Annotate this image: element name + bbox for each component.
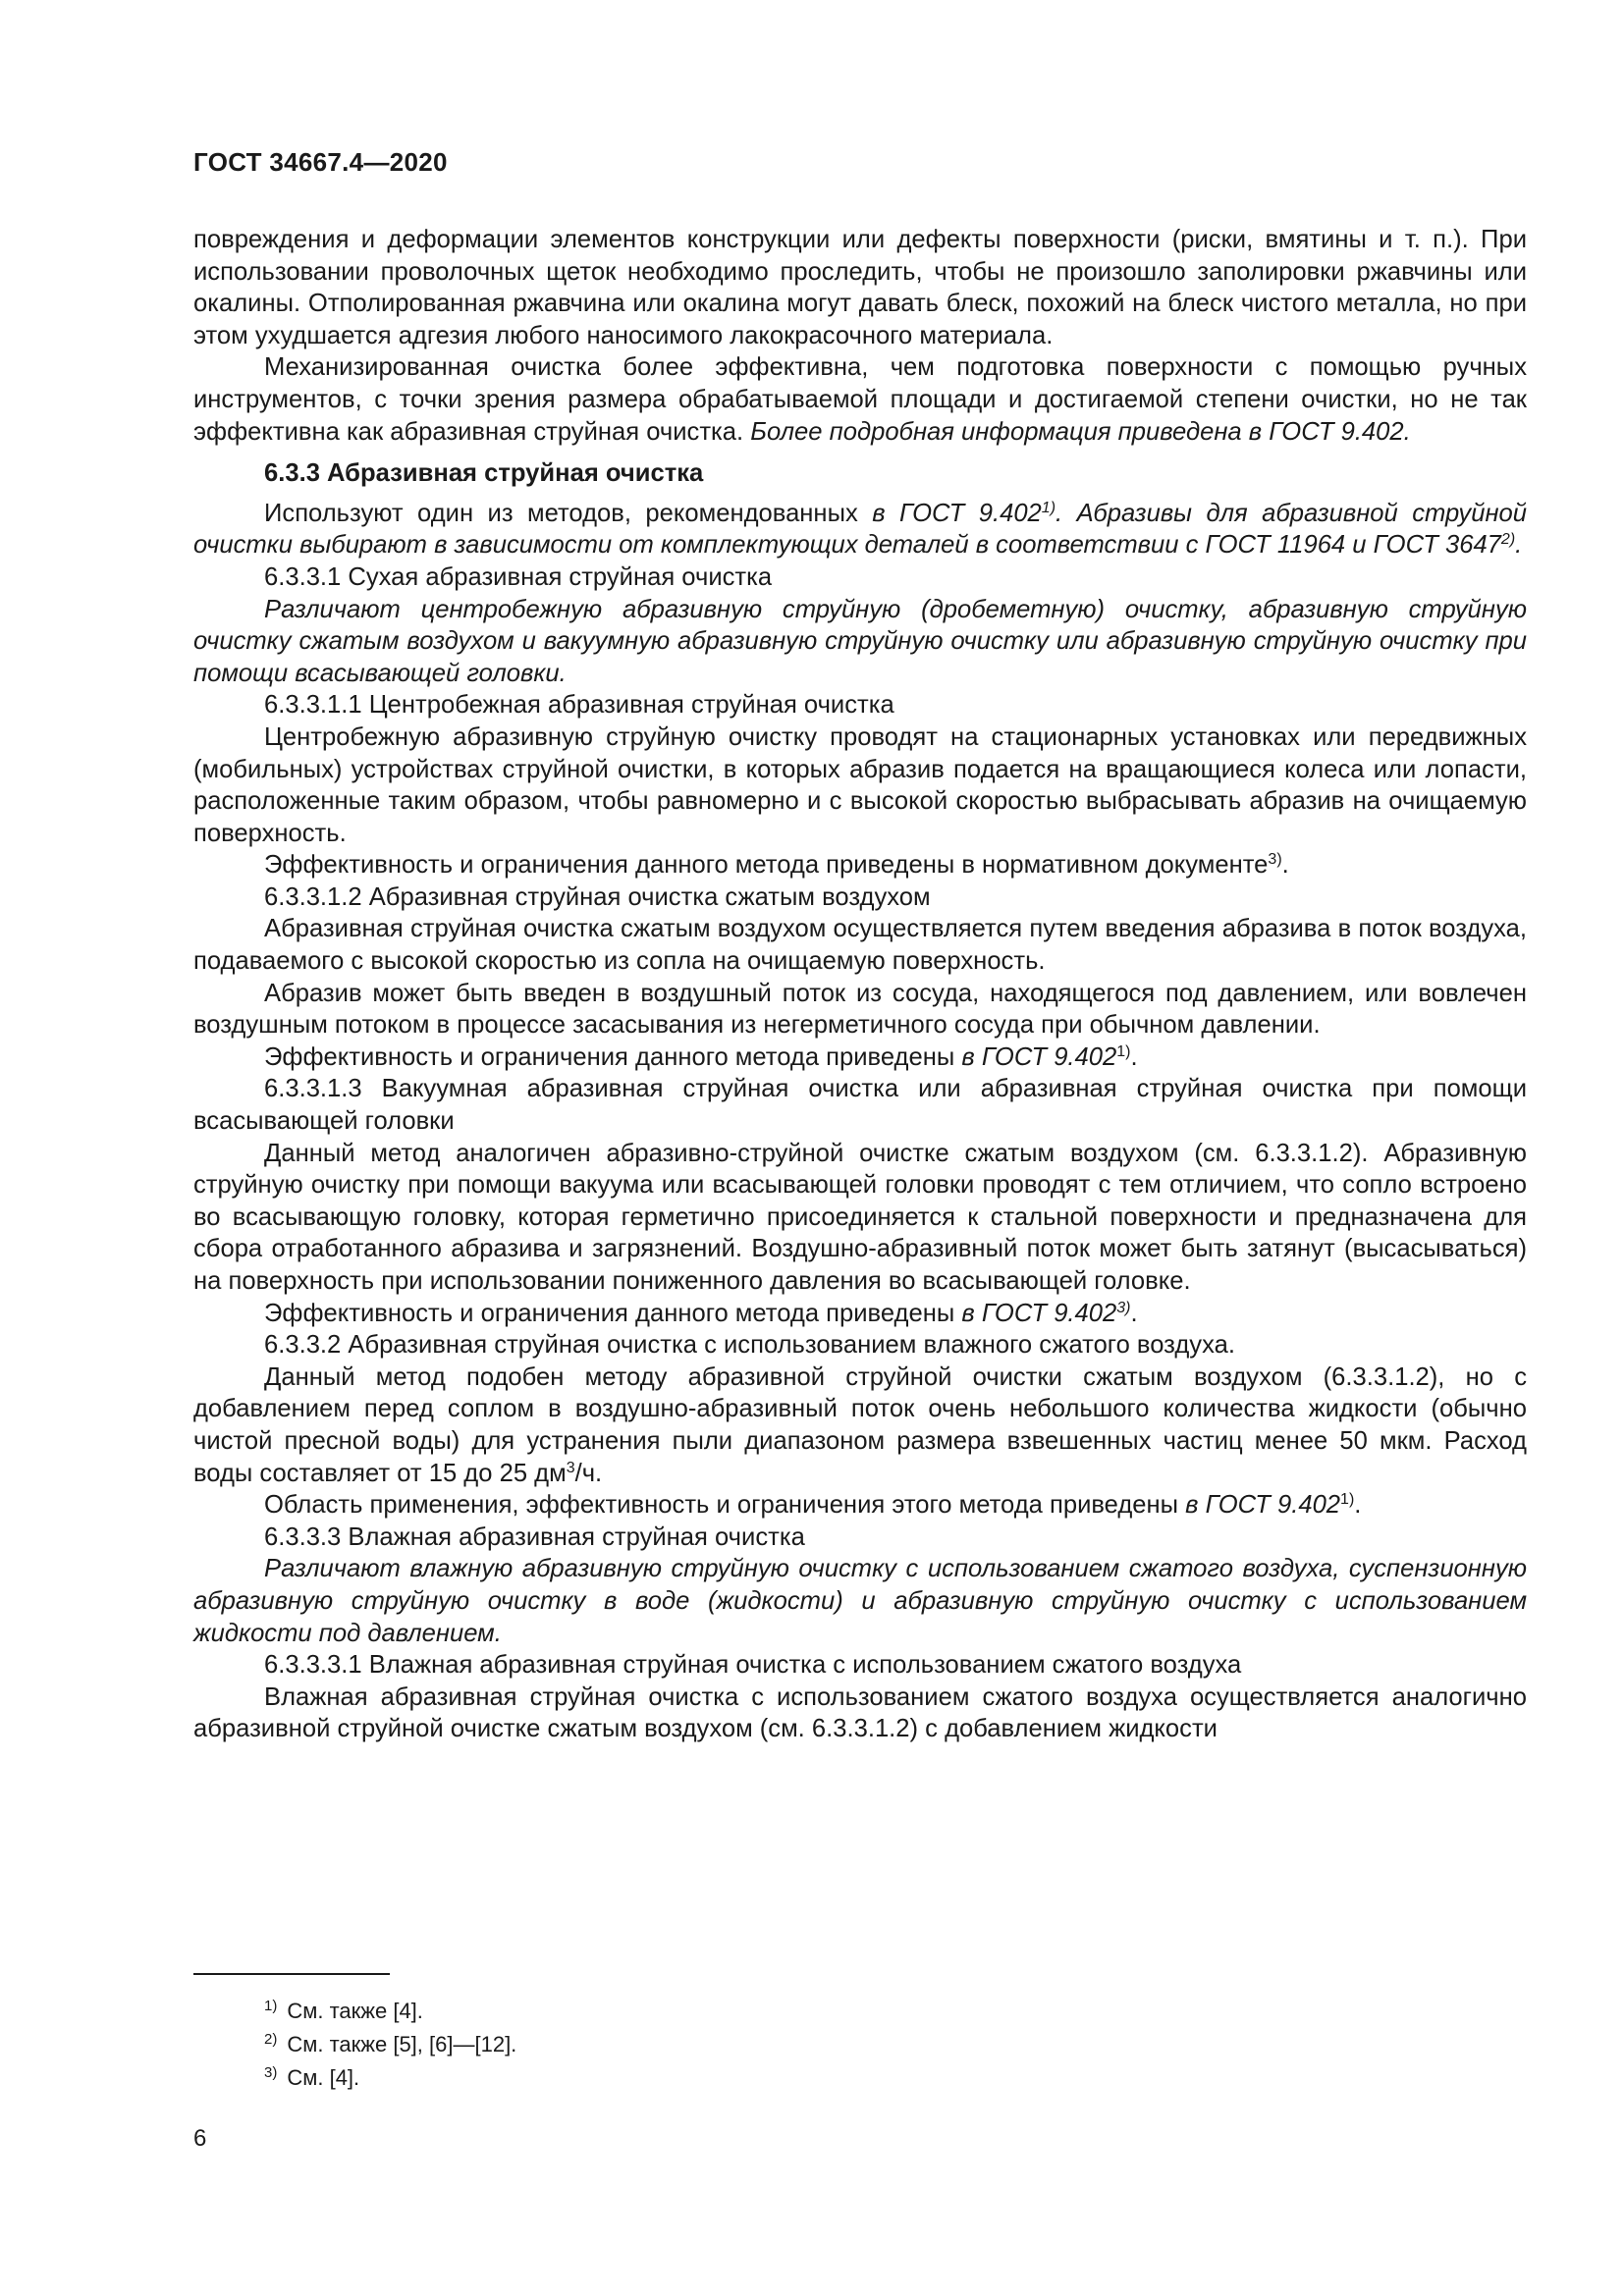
document-body [193, 224, 1527, 1745]
subsection-heading: 6.3.3.1 Сухая абразивная струйная очистка [264, 562, 773, 591]
footnotes [264, 1995, 516, 2095]
paragraph: Данный метод подобен методу абразивной струйной очистки сжатым воздухом (6.3.3.1.2), но с добавлением перед соплом в воздушно-абразивный поток очень небольшого количества жидкости (обычно чистой пресной воды) для устранения пыли диапазоном размера взвешенных частиц менее 50 мкм. Расход воды составляет от 15 до 25 $дм^3/ч$. [193, 1362, 1527, 1487]
subsection-heading: 6.3.3.1.1 Центробежная абразивная струйная очистка [264, 691, 894, 720]
footnote-separator [193, 1973, 390, 1975]
paragraph: Различают влажную абразивную струйную очистку с использованием сжатого воздуха, суспензионную абразивную струйную очистку в воде (жидкости) и абразивную струйную очистку с использованием жидкости под давлением. [193, 1555, 1527, 1647]
paragraph: Различают центробежную абразивную струйную (дробеметную) очистку, абразивную струйную очистку сжатым воздухом и вакуумную абразивную струйную очистку или абразивную струйную очистку при помощи всасывающей головки. [193, 595, 1527, 687]
paragraph: Центробежную абразивную струйную очистку проводят на стационарных установках или передвижных (мобильных) устройствах струйной очистки, в которых абразив подается на вращающиеся колеса или лопасти, расположенные таким образом, чтобы равномерно и с высокой скоростью выбрасывать абразив на очищаемую поверхность. [193, 722, 1527, 847]
paragraph: Используют один из методов, рекомендованных в ГОСТ 9.402$^{1)}$. Абразивы для абразивной струйной очистки выбирают в зависимости от комплектующих деталей в соответствии с ГОСТ 11964 и ГОСТ 3647$^{2)}$. [193, 499, 1527, 560]
paragraph: Эффективность и ограничения данного метода приведены в ГОСТ 9.402$^{3)}$. [264, 1299, 1138, 1327]
document-header: ГОСТ 34667.4—2020 [193, 147, 448, 177]
paragraph: повреждения и деформации элементов конструкции или дефекты поверхности (риски, вмятины и т. п.). При использовании проволочных щеток необходимо проследить, чтобы не произошло заполировки ржавчины или окалины. Отполированная ржавчина или окалина могут давать блеск, похожий на блеск чистого металла, но при этом ухудшается адгезия любого наносимого лакокрасочного материала. [193, 226, 1527, 349]
paragraph: Влажная абразивная струйная очистка с использованием сжатого воздуха осуществляется аналогично абразивной струйной очистке сжатым воздухом (см. 6.3.3.1.2) с добавлением жидкости [193, 1682, 1527, 1743]
subsection-heading: 6.3.3.3 Влажная абразивная струйная очистка [264, 1522, 805, 1551]
paragraph: Абразивная струйная очистка сжатым воздухом осуществляется путем введения абразива в поток воздуха, подаваемого с высокой скоростью из сопла на очищаемую поверхность. [193, 915, 1527, 976]
page-number: 6 [193, 2125, 207, 2152]
footnote: $^{1)}$ См. также [4]. [264, 1998, 423, 2023]
paragraph: Эффективность и ограничения данного метода приведены в нормативном документе$^{3)}$. [264, 851, 1289, 880]
section-heading-6-3-3: 6.3.3 Абразивная струйная очистка [264, 459, 704, 488]
paragraph: Абразив может быть введен в воздушный поток из сосуда, находящегося под давлением, или вовлечен воздушным потоком в процессе засасывания из негерметичного сосуда при обычном давлении. [193, 979, 1527, 1040]
footnote: $^{2)}$ См. также [5], [6]—[12]. [264, 2031, 517, 2056]
subsection-heading: 6.3.3.1.3 Вакуумная абразивная струйная очистка или абразивная струйная очистка при помощи всасывающей головки [193, 1075, 1527, 1136]
paragraph: Эффективность и ограничения данного метода приведены в ГОСТ 9.402$^{1)}$. [264, 1042, 1138, 1071]
subsection-heading: 6.3.3.1.2 Абразивная струйная очистка сжатым воздухом [264, 882, 931, 911]
paragraph: Механизированная очистка более эффективна, чем подготовка поверхности с помощью ручных инструментов, с точки зрения размера обрабатываемой площади и достигаемой степени очистки, но не так эффективна как абразивная струйная очистка. Более подробная информация приведена в ГОСТ 9.402. [193, 353, 1527, 446]
paragraph: Область применения, эффективность и ограничения этого метода приведены в ГОСТ 9.402$^{1)}$. [264, 1491, 1362, 1520]
subsection-heading: 6.3.3.2 Абразивная струйная очистка с использованием влажного сжатого воздуха. [264, 1331, 1235, 1360]
footnote: $^{3)}$ См. [4]. [264, 2064, 360, 2090]
paragraph: Данный метод аналогичен абразивно-струйной очистке сжатым воздухом (см. 6.3.3.1.2). Абразивную струйную очистку при помощи вакуума или всасывающей головки проводят с тем отличием, что сопло встроено во всасывающую головку, которая герметично присоединяется к стальной поверхности и предназначена для сбора отработанного абразива и загрязнений. Воздушно-абразивный поток может быть затянут (высасываться) на поверхность при использовании пониженного давления во всасывающей головке. [193, 1139, 1527, 1295]
subsection-heading: 6.3.3.3.1 Влажная абразивная струйная очистка с использованием сжатого воздуха [264, 1651, 1242, 1680]
